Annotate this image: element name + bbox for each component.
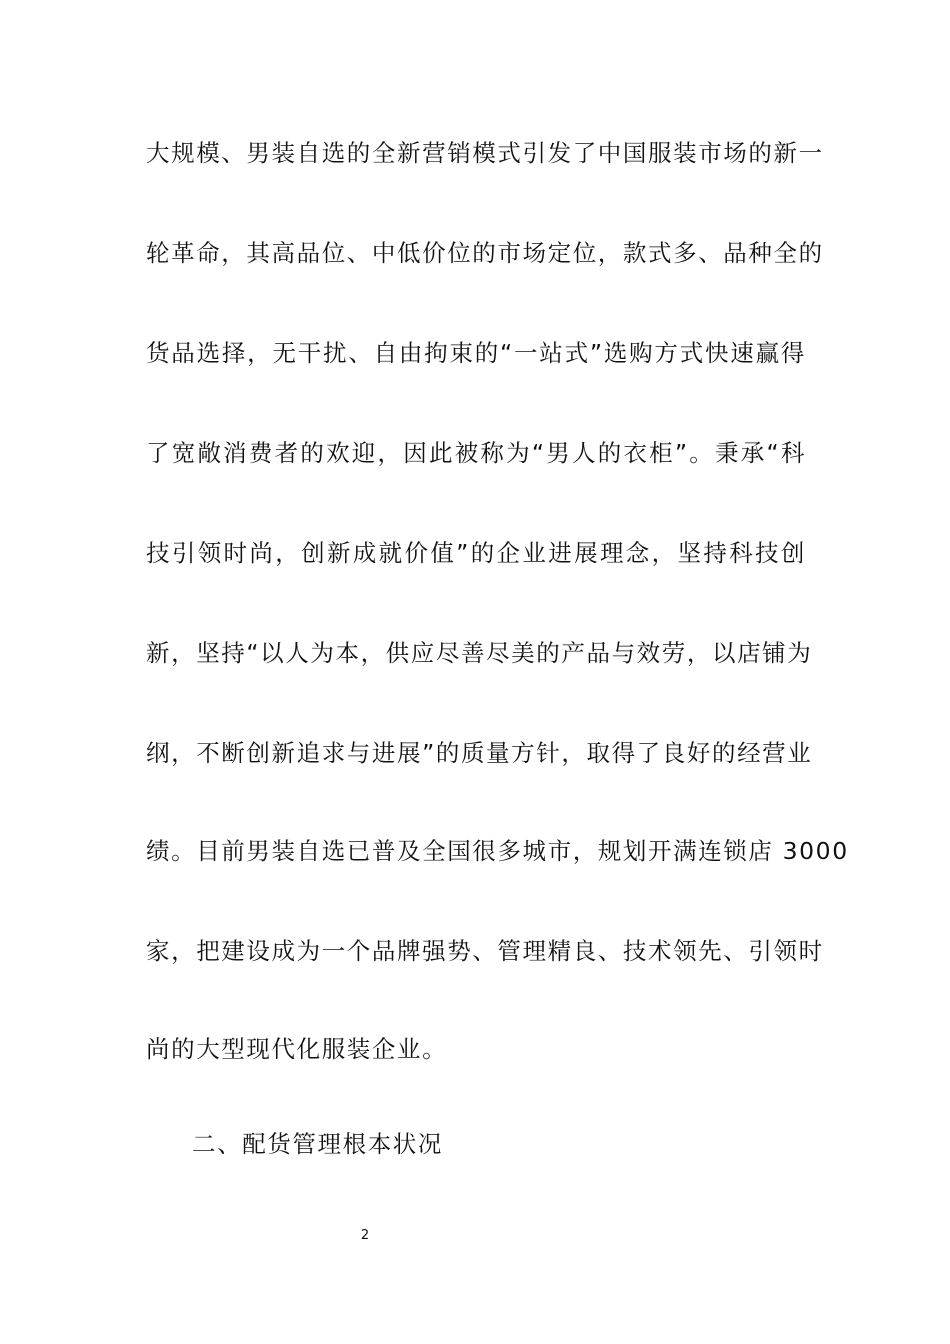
paragraph-line-9: 家，把建设成为一个品牌强势、管理精良、技术领先、引领时 [146, 937, 824, 965]
paragraph-line-2: 轮革命，其高品位、中低价位的市场定位，款式多、品种全的 [146, 239, 824, 267]
paragraph-line-10: 尚的大型现代化服装企业。 [146, 1035, 448, 1063]
paragraph-line-8: 绩。目前男装自选已普及全国很多城市，规划开满连锁店 3000 [146, 837, 849, 865]
page-number: 2 [360, 1228, 370, 1243]
paragraph-line-7: 纲，不断创新追求与进展”的质量方针，取得了良好的经营业 [146, 739, 813, 767]
paragraph-line-4: 了宽敞消费者的欢迎，因此被称为“男人的衣柜”。秉承“科 [146, 439, 806, 467]
paragraph-line-1: 大规模、男装自选的全新营销模式引发了中国服装市场的新一 [146, 139, 824, 167]
paragraph-line-3: 货品选择，无干扰、自由拘束的“一站式”选购方式快速赢得 [146, 339, 806, 367]
paragraph-line-5: 技引领时尚，创新成就价值”的企业进展理念，坚持科技创 [146, 539, 806, 567]
paragraph-line-6: 新，坚持“以人为本，供应尽善尽美的产品与效劳，以店铺为 [146, 639, 813, 667]
section-heading: 二、配货管理根本状况 [192, 1130, 443, 1158]
